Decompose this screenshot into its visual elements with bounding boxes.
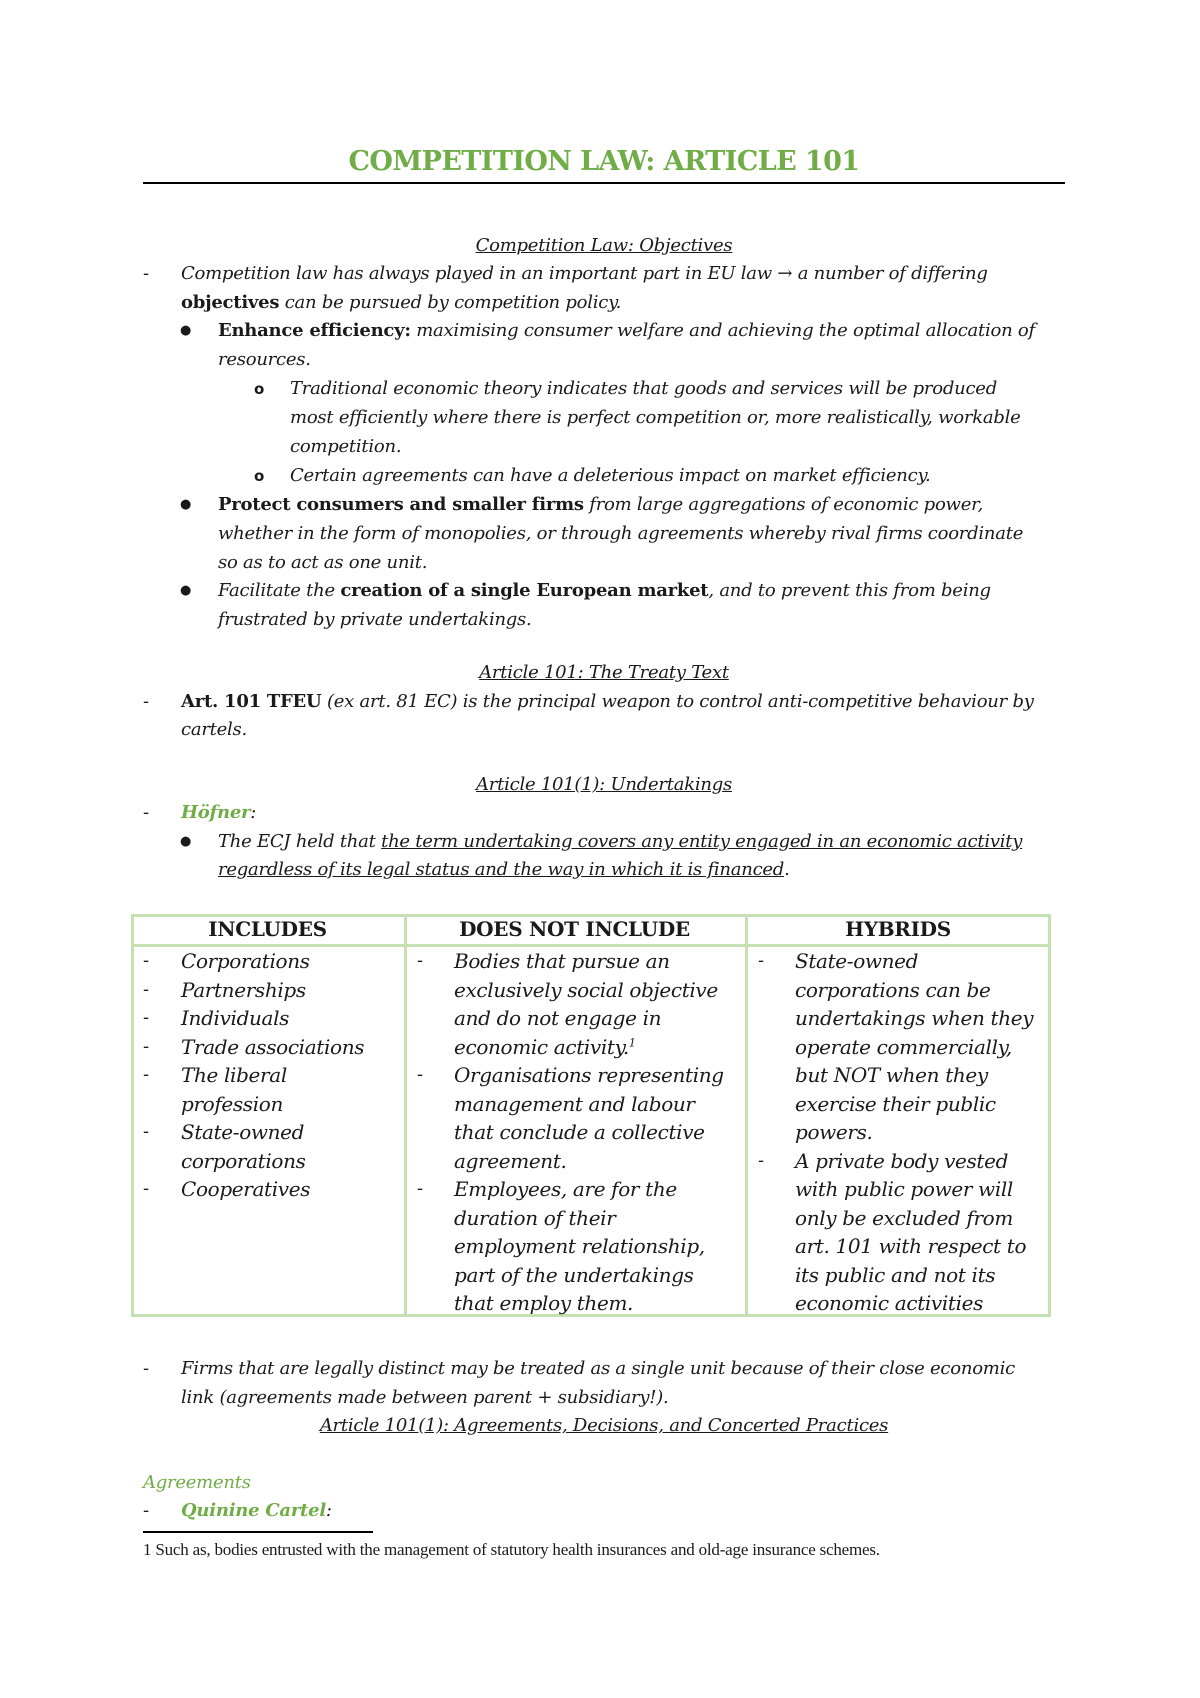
table-cell-line: that employ them. [454, 1291, 634, 1315]
table-cell-line: its public and not its [795, 1262, 996, 1287]
table-cell-line: A private body vested [795, 1148, 1009, 1173]
treaty-line2: cartels. [181, 719, 248, 740]
table-header-does-not-include: DOES NOT INCLUDE [459, 917, 690, 941]
table-header-includes: INCLUDES [208, 917, 327, 941]
efficiency-line2: resources. [218, 349, 311, 370]
efficiency-sub2: Certain agreements can have a deleterious impact on market efficiency. [290, 465, 931, 486]
table-cell-line: corporations [181, 1148, 306, 1173]
table-cell-line: part of the undertakings [454, 1262, 694, 1287]
firms-line1: Firms that are legally distinct may be treated as a single unit because of their close economic [181, 1358, 1015, 1379]
table-cell-line: management and labour [454, 1091, 695, 1116]
table-cell-line: State-owned [795, 949, 919, 973]
dash-bullet: - [143, 1007, 150, 1028]
dash-bullet: - [417, 1064, 424, 1085]
title-underline [143, 182, 1065, 184]
efficiency-sub1-line1: Traditional economic theory indicates that goods and services will be produced [290, 378, 997, 399]
objectives-intro-line1: Competition law has always played in an important part in EU law → a number of differing [181, 263, 988, 284]
quinine-case: Quinine Cartel: [181, 1500, 332, 1521]
treaty-heading: Article 101: The Treaty Text [479, 662, 729, 683]
footnote-text: Such as, bodies entrusted with the management of statutory health insurances and old-age insurance schemes. [151, 1540, 880, 1559]
table-cell-line: Individuals [181, 1006, 290, 1030]
efficiency-sub1-line2: most efficiently where there is perfect competition or, more realistically, workable [290, 407, 1021, 428]
objectives-heading: Competition Law: Objectives [475, 235, 733, 256]
table-cell-line: The liberal [181, 1063, 287, 1087]
footnote [143, 1538, 880, 1562]
table-cell-line: employment relationship, [454, 1234, 705, 1258]
dash-bullet: - [758, 950, 765, 971]
table-column-divider [745, 914, 748, 1317]
table-cell-line: economic activities [795, 1291, 984, 1315]
table-cell-line: art. 101 with respect to [795, 1234, 1027, 1258]
treaty-line1: Art. 101 TFEU (ex art. 81 EC) is the principal weapon to control anti-competitive behaviour by [181, 691, 1034, 712]
dash-bullet: - [417, 1178, 424, 1199]
facilitate-line2: frustrated by private undertakings. [218, 609, 532, 630]
bullet-icon: ● [180, 323, 192, 338]
bullet-icon: ● [180, 497, 192, 512]
table-cell-line: with public power will [795, 1177, 1013, 1201]
table-cell-line: corporations can be [795, 977, 991, 1002]
bullet-icon: ● [180, 834, 192, 849]
table-cell-line: only be excluded from [795, 1205, 1013, 1230]
table-cell-line: Trade associations [181, 1034, 365, 1059]
dash-bullet: - [143, 1500, 150, 1521]
table-cell-line: undertakings when they [795, 1006, 1034, 1030]
efficiency-sub1-line3: competition. [290, 436, 402, 457]
agreements-heading: Article 101(1): Agreements, Decisions, and Concerted Practices [319, 1415, 889, 1436]
page-title: COMPETITION LAW: ARTICLE 101 [348, 146, 860, 177]
dash-bullet: - [143, 1358, 150, 1379]
table-cell-line: but NOT when they [795, 1063, 988, 1087]
dash-bullet: - [143, 950, 150, 971]
undertakings-table [131, 914, 1051, 1317]
dash-bullet: - [143, 1035, 150, 1057]
table-cell-line: Corporations [181, 949, 310, 973]
dash-bullet: - [143, 1178, 150, 1199]
table-column-divider [404, 914, 407, 1317]
dash-bullet: - [143, 1121, 150, 1142]
table-cell-line: operate commercially, [795, 1034, 1012, 1059]
footnote-number: 1 [143, 1540, 152, 1559]
table-cell-line: Cooperatives [181, 1177, 311, 1201]
table-cell-line: that conclude a collective [454, 1120, 705, 1144]
table-cell-line: powers. [795, 1120, 873, 1144]
table-cell-line: economic activity.$^1$ [454, 1034, 636, 1059]
protect-line1: Protect consumers and smaller firms from large aggregations of economic power, [218, 494, 983, 515]
table-cell-line: and do not engage in [454, 1006, 662, 1030]
dash-bullet: - [143, 1064, 150, 1085]
dash-bullet: - [143, 691, 150, 712]
agreements-label: Agreements [143, 1472, 251, 1493]
dash-bullet: - [417, 950, 424, 971]
firms-line2: link (agreements made between parent + subsidiary!). [181, 1387, 669, 1408]
ecj-line2: regardless of its legal status and the way in which it is financed. [218, 859, 790, 880]
dash-bullet: - [758, 1149, 765, 1171]
table-cell-line: profession [181, 1091, 283, 1116]
hofner-case: Höfner: [181, 802, 257, 823]
table-cell-line: agreement. [454, 1148, 567, 1173]
circle-bullet-icon: o [254, 467, 265, 485]
ecj-line1: The ECJ held that the term undertaking covers any entity engaged in an economic activity [218, 831, 1023, 852]
table-cell-line: Partnerships [181, 977, 306, 1002]
footnote-separator [143, 1531, 373, 1533]
footnote-reference[interactable]: 1 [628, 1035, 636, 1049]
protect-line3: so as to act as one unit. [218, 552, 428, 573]
table-cell-line: exclusively social objective [454, 977, 718, 1002]
dash-bullet: - [143, 978, 150, 1000]
objectives-intro-line2: objectives can be pursued by competition policy. [181, 292, 622, 313]
efficiency-line1: Enhance efficiency: maximising consumer welfare and achieving the optimal allocation of [218, 320, 1035, 341]
bullet-icon: ● [180, 583, 192, 598]
facilitate-line1: Facilitate the creation of a single European market, and to prevent this from being [218, 580, 991, 601]
table-cell-line: State-owned [181, 1120, 305, 1144]
circle-bullet-icon: o [254, 380, 265, 398]
protect-line2: whether in the form of monopolies, or through agreements whereby rival firms coordinate [218, 523, 1024, 544]
table-cell-line: exercise their public [795, 1091, 996, 1116]
table-cell-line: Organisations representing [454, 1063, 724, 1087]
table-cell-line: Bodies that pursue an [454, 949, 670, 973]
dash-bullet: - [143, 263, 150, 284]
undertakings-heading: Article 101(1): Undertakings [476, 774, 732, 795]
table-header-hybrids: HYBRIDS [845, 917, 951, 941]
table-cell-line: duration of their [454, 1205, 616, 1230]
dash-bullet: - [143, 802, 150, 823]
table-cell-line: Employees, are for the [454, 1177, 677, 1201]
